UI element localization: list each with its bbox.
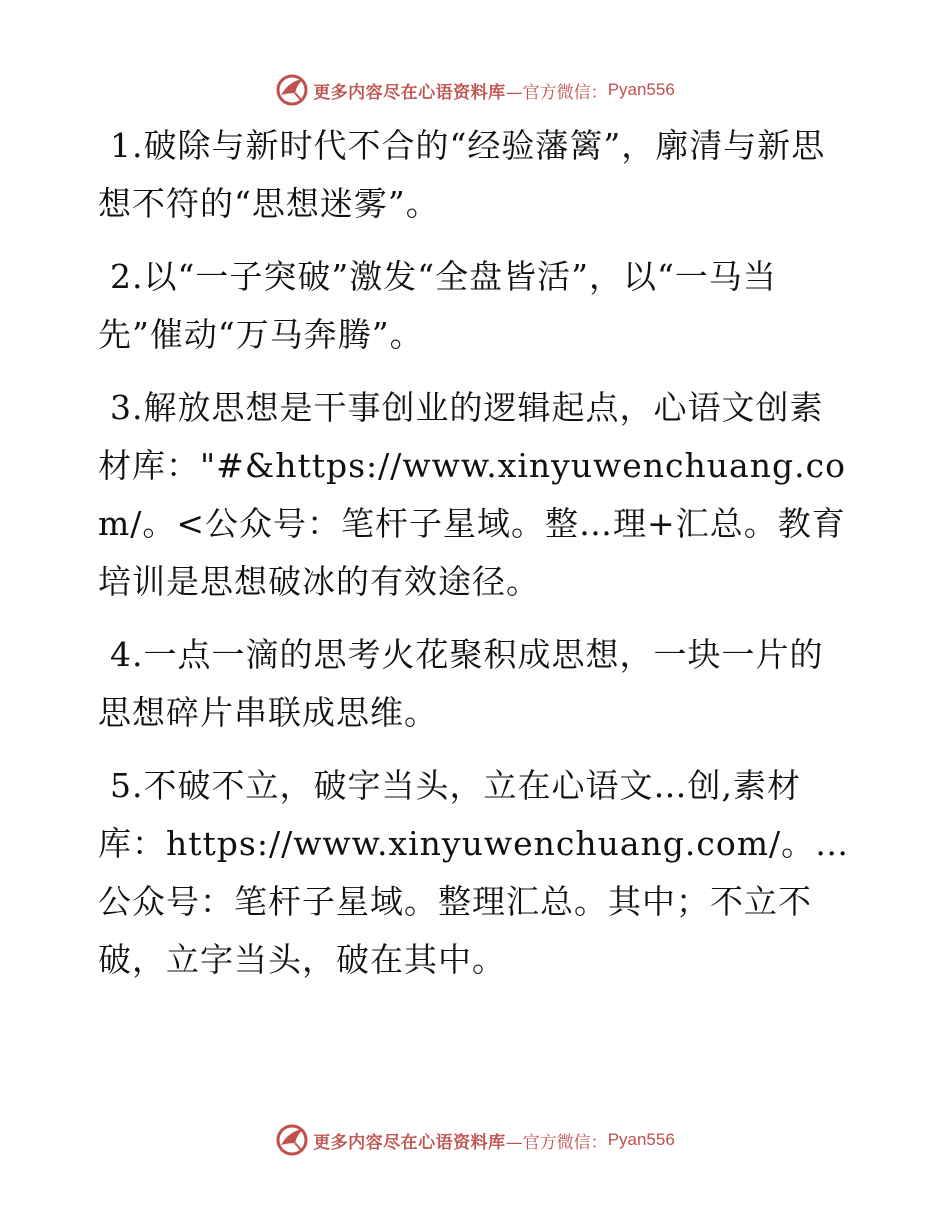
banner-wechat-label: —官方微信： bbox=[505, 82, 608, 103]
paragraph-5: 5.不破不立，破字当头，立在心语文…创,素材库：https://www.xinyuwenchuang.com/。…公众号：笔杆子星域。整理汇总。其中；不立不破，立字当头，破在其中。 bbox=[98, 766, 850, 979]
page-header bbox=[0, 70, 950, 110]
page-footer bbox=[0, 1120, 950, 1160]
footer-site-text: 更多内容尽在心语资料库 bbox=[313, 1132, 506, 1153]
paragraph-1: 1.破除与新时代不合的“经验藩篱”，廓清与新思想不符的“思想迷雾”。 bbox=[98, 126, 826, 223]
banner-site-text: 更多内容尽在心语资料库 bbox=[313, 82, 506, 103]
paragraph-4: 4.一点一滴的思考火花聚积成思想，一块一片的思想碎片串联成思维。 bbox=[98, 635, 824, 732]
document-body bbox=[98, 117, 850, 1004]
paragraph-3: 3.解放思想是干事创业的逻辑起点，心语文创素材库："#&https://www.xinyuwenchuang.com/。<公众号：笔杆子星域。整…理+汇总。教育培训是思想破冰的有效途径。 bbox=[98, 388, 846, 601]
paragraph-2: 2.以“一子突破”激发“全盘皆活”，以“一马当先”催动“万马奔腾”。 bbox=[98, 257, 777, 354]
banner-wechat-id: Pyan556 bbox=[607, 80, 675, 99]
footer-wechat-label: —官方微信： bbox=[505, 1132, 608, 1153]
pen-circle-logo-icon bbox=[275, 73, 309, 107]
footer-wechat-id: Pyan556 bbox=[607, 1130, 675, 1149]
pen-circle-logo-icon bbox=[275, 1123, 309, 1157]
